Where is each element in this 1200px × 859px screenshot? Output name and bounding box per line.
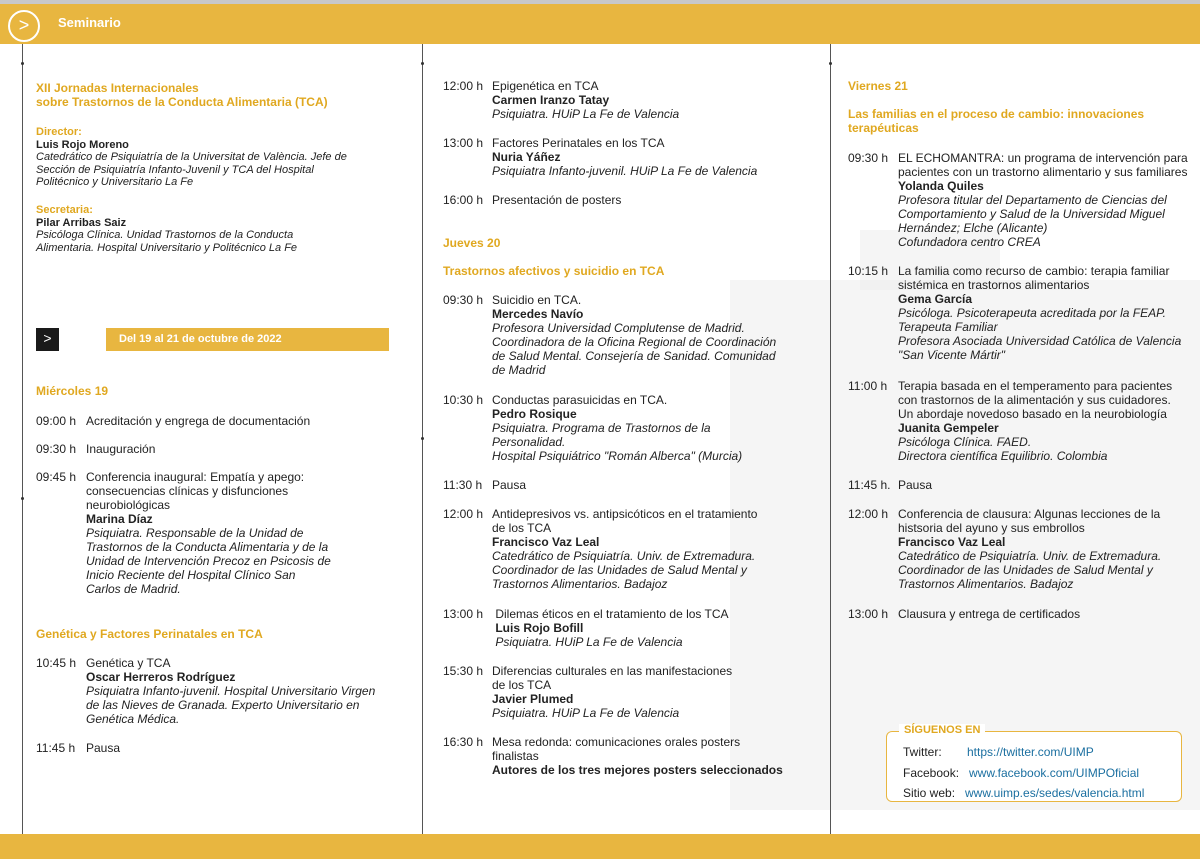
speaker-desc: Hospital Psiquiátrico "Román Alberca" (Murcia)	[492, 449, 743, 463]
director-label: Director:	[36, 126, 82, 138]
event-title: Dilemas éticos en el tratamiento de los TCA	[492, 607, 729, 621]
day-heading-wednesday: Miércoles 19	[36, 384, 109, 398]
event-time: 09:30 h	[36, 442, 77, 456]
speaker-desc: Coordinador de las Unidades de Salud Mental y	[898, 563, 1153, 577]
speaker-name: Pedro Rosique	[492, 407, 577, 421]
event-time: 12:00 h	[443, 79, 484, 93]
event-time: 12:00 h	[848, 507, 889, 521]
date-arrow-icon: >	[36, 328, 59, 351]
speaker-desc: "San Vicente Mártir"	[898, 348, 1006, 362]
divider-dot	[829, 62, 832, 65]
speaker-desc: Trastornos Alimentarios. Badajoz	[898, 577, 1074, 591]
event-title: histsoria del ayuno y sus embrollos	[898, 521, 1085, 535]
event-title: Conferencia inaugural: Empatía y apego:	[86, 470, 305, 484]
speaker-name: Mercedes Navío	[492, 307, 584, 321]
speaker-name: Javier Plumed	[492, 692, 574, 706]
speaker-desc: Terapeuta Familiar	[898, 320, 998, 334]
speaker-name: Autores de los tres mejores posters seleccionados	[492, 763, 783, 777]
event-time: 16:00 h	[443, 193, 484, 207]
speaker-desc: de las Nieves de Granada. Experto Universitario en	[86, 698, 360, 712]
speaker-desc: Hernández; Elche (Alicante)	[898, 221, 1048, 235]
column-divider-right	[830, 44, 831, 834]
social-heading: SÍGUENOS EN	[899, 724, 985, 736]
twitter-link[interactable]: https://twitter.com/UIMP	[967, 745, 1094, 759]
event-title: sistémica en trastornos alimentarios	[898, 278, 1090, 292]
speaker-desc: Coordinadora de la Oficina Regional de Coordinación	[492, 335, 777, 349]
section-heading-suicide: Trastornos afectivos y suicidio en TCA	[443, 264, 665, 278]
web-link[interactable]: www.uimp.es/sedes/valencia.html	[965, 786, 1145, 800]
event-title: Mesa redonda: comunicaciones orales posters	[492, 735, 741, 749]
event-title: de los TCA	[492, 521, 552, 535]
speaker-desc: Catedrático de Psiquiatría. Univ. de Extremadura.	[898, 549, 1162, 563]
speaker-name: Luis Rojo Bofill	[492, 621, 584, 635]
event-title: Clausura y entrega de certificados	[898, 607, 1081, 621]
day-heading-thursday: Jueves 20	[443, 236, 501, 250]
speaker-name: Francisco Vaz Leal	[898, 535, 1006, 549]
event-title: Presentación de posters	[492, 193, 622, 207]
event-title: Suicidio en TCA.	[492, 293, 582, 307]
footer-bar	[0, 834, 1200, 859]
director-desc-3: Politécnico y Universitario La Fe	[36, 176, 194, 188]
event-title: Pausa	[86, 741, 121, 755]
twitter-label: Twitter:	[903, 745, 942, 759]
event-time: 12:00 h	[443, 507, 484, 521]
director-name: Luis Rojo Moreno	[36, 138, 129, 151]
event-time: 11:45 h	[36, 741, 76, 755]
event-title: Factores Perinatales en los TCA	[492, 136, 665, 150]
speaker-desc: Directora científica Equilibrio. Colombia	[898, 449, 1108, 463]
event-title: Conductas parasuicidas en TCA.	[492, 393, 668, 407]
secretaria-label: Secretaria:	[36, 204, 93, 216]
social-box	[886, 724, 1182, 802]
speaker-desc: Unidad de Intervención Precoz en Psicosis de	[86, 554, 331, 568]
event-title: Genética y TCA	[86, 656, 171, 670]
event-time: 13:00 h	[848, 607, 889, 621]
speaker-name: Yolanda Quiles	[898, 179, 984, 193]
section-heading-line: Las familias en el proceso de cambio: innovaciones	[848, 107, 1145, 121]
event-title: Acreditación y engrega de documentación	[86, 414, 311, 428]
speaker-name: Marina Díaz	[86, 512, 153, 526]
event-time: 10:30 h	[443, 393, 484, 407]
speaker-desc: Psiquiatra. HUiP La Fe de Valencia	[492, 706, 680, 720]
speaker-desc: Profesora Universidad Complutense de Madrid.	[492, 321, 745, 335]
facebook-label: Facebook:	[903, 766, 960, 780]
speaker-name: Oscar Herreros Rodríguez	[86, 670, 236, 684]
event-title: consecuencias clínicas y disfunciones	[86, 484, 289, 498]
divider-dot	[21, 62, 24, 65]
event-title: La familia como recurso de cambio: terapia familiar	[898, 264, 1170, 278]
speaker-desc: de Salud Mental. Consejería de Sanidad. Comunidad	[492, 349, 776, 363]
column-divider-left	[22, 44, 23, 834]
speaker-desc: Comportamiento y Salud de la Universidad Miguel	[898, 207, 1165, 221]
event-time: 10:15 h	[848, 264, 889, 278]
program-title-line1: XII Jornadas Internacionales	[36, 81, 199, 95]
director-desc-1: Catedrático de Psiquiatría de la Universitat de València. Jefe de	[36, 151, 347, 163]
event-title: Conferencia de clausura: Algunas lecciones de la	[898, 507, 1161, 521]
secretaria-name: Pilar Arribas Saiz	[36, 216, 127, 229]
section-heading-line: terapéuticas	[848, 121, 919, 135]
section-heading-families	[848, 107, 1144, 135]
director-block	[36, 126, 347, 189]
director-desc-2: Sección de Psiquiatría Infanto-Juvenil y TCA del Hospital	[36, 163, 314, 176]
speaker-desc: Trastornos Alimentarios. Badajoz	[492, 577, 668, 591]
speaker-name: Nuria Yáñez	[492, 150, 561, 164]
secretaria-desc-2: Alimentaria. Hospital Universitario y Politécnico La Fe	[36, 241, 298, 254]
event-title: Diferencias culturales en las manifestaciones	[492, 664, 733, 678]
facebook-link[interactable]: www.facebook.com/UIMPOficial	[969, 766, 1140, 780]
speaker-desc: de Madrid	[492, 363, 546, 377]
speaker-desc: Psiquiatra. HUiP La Fe de Valencia	[492, 635, 683, 649]
speaker-desc: Genética Médica.	[86, 712, 180, 726]
date-banner	[36, 326, 353, 351]
speaker-desc: Psicóloga Clínica. FAED.	[898, 435, 1032, 449]
event-title: Pausa	[492, 478, 527, 492]
event-title: Un abordaje novedoso basado en la neurobiología	[898, 407, 1167, 421]
speaker-desc: Inicio Reciente del Hospital Clínico San	[86, 568, 296, 582]
event-title: Inauguración	[86, 442, 156, 456]
event-title: pacientes con un trastorno alimentario y sus familiares	[898, 165, 1188, 179]
event-title: Pausa	[898, 478, 933, 492]
speaker-desc: Profesora titular del Departamento de Ciencias del	[898, 193, 1167, 207]
event-time: 11:30 h	[443, 478, 483, 492]
day-heading-friday: Viernes 21	[848, 79, 908, 93]
speaker-desc: Psiquiatra. Programa de Trastornos de la	[492, 421, 711, 435]
event-title: Terapia basada en el temperamento para pacientes	[898, 379, 1173, 393]
speaker-desc: Coordinador de las Unidades de Salud Mental y	[492, 563, 747, 577]
speaker-desc: Psicóloga. Psicoterapeuta acreditada por la FEAP.	[898, 306, 1166, 320]
secretaria-block	[36, 204, 297, 254]
header-title: Seminario	[58, 15, 121, 30]
event-title: con trastornos de la alimentación y sus cuidadores.	[898, 393, 1171, 407]
speaker-desc: Carlos de Madrid.	[86, 582, 181, 596]
speaker-desc: Psiquiatra Infanto-juvenil. Hospital Universitario Virgen	[86, 684, 376, 698]
header-arrow-icon: >	[8, 10, 40, 42]
program-title-line2: sobre Trastornos de la Conducta Alimentaria (TCA)	[36, 95, 328, 109]
secretaria-desc-1: Psicóloga Clínica. Unidad Trastornos de la Conducta	[36, 229, 294, 241]
event-time: 15:30 h	[443, 664, 484, 678]
speaker-desc: Cofundadora centro CREA	[898, 235, 1041, 249]
event-title: de los TCA	[492, 678, 552, 692]
speaker-desc: Trastornos de la Conducta Alimentaria y de la	[86, 540, 329, 554]
event-title: Antidepresivos vs. antipsicóticos en el tratamiento	[492, 507, 758, 521]
event-title: neurobiológicas	[86, 498, 171, 512]
speaker-name: Gema García	[898, 292, 973, 306]
event-time: 11:00 h	[848, 379, 888, 393]
speaker-name: Francisco Vaz Leal	[492, 535, 600, 549]
event-title: Epigenética en TCA	[492, 79, 599, 93]
speaker-desc: Psiquiatra. HUiP La Fe de Valencia	[492, 107, 680, 121]
event-title: EL ECHOMANTRA: un programa de intervención para	[898, 151, 1188, 165]
event-time: 09:00 h	[36, 414, 77, 428]
section-heading-genetics: Genética y Factores Perinatales en TCA	[36, 627, 263, 641]
speaker-desc: Psiquiatra Infanto-juvenil. HUiP La Fe de Valencia	[492, 164, 758, 178]
date-text: Del 19 al 21 de octubre de 2022	[119, 333, 282, 345]
speaker-desc: Profesora Asociada Universidad Católica de Valencia	[898, 334, 1182, 348]
event-time: 13:00 h	[443, 607, 484, 621]
speaker-name: Carmen Iranzo Tatay	[492, 93, 610, 107]
event-time: 10:45 h	[36, 656, 77, 670]
speaker-name: Juanita Gempeler	[898, 421, 999, 435]
divider-dot	[421, 437, 424, 440]
event-time: 09:30 h	[443, 293, 484, 307]
web-label: Sitio web:	[903, 786, 956, 800]
divider-dot	[21, 497, 24, 500]
program-title	[36, 81, 328, 109]
speaker-desc: Personalidad.	[492, 435, 566, 449]
speaker-desc: Catedrático de Psiquiatría. Univ. de Extremadura.	[492, 549, 756, 563]
event-time: 09:45 h	[36, 470, 77, 484]
event-title: finalistas	[492, 749, 539, 763]
header-bar	[0, 4, 1200, 44]
speaker-desc: Psiquiatra. Responsable de la Unidad de	[86, 526, 304, 540]
event-time: 13:00 h	[443, 136, 484, 150]
event-time: 11:45 h.	[848, 478, 891, 492]
divider-dot	[421, 62, 424, 65]
event-time: 09:30 h	[848, 151, 889, 165]
event-time: 16:30 h	[443, 735, 484, 749]
